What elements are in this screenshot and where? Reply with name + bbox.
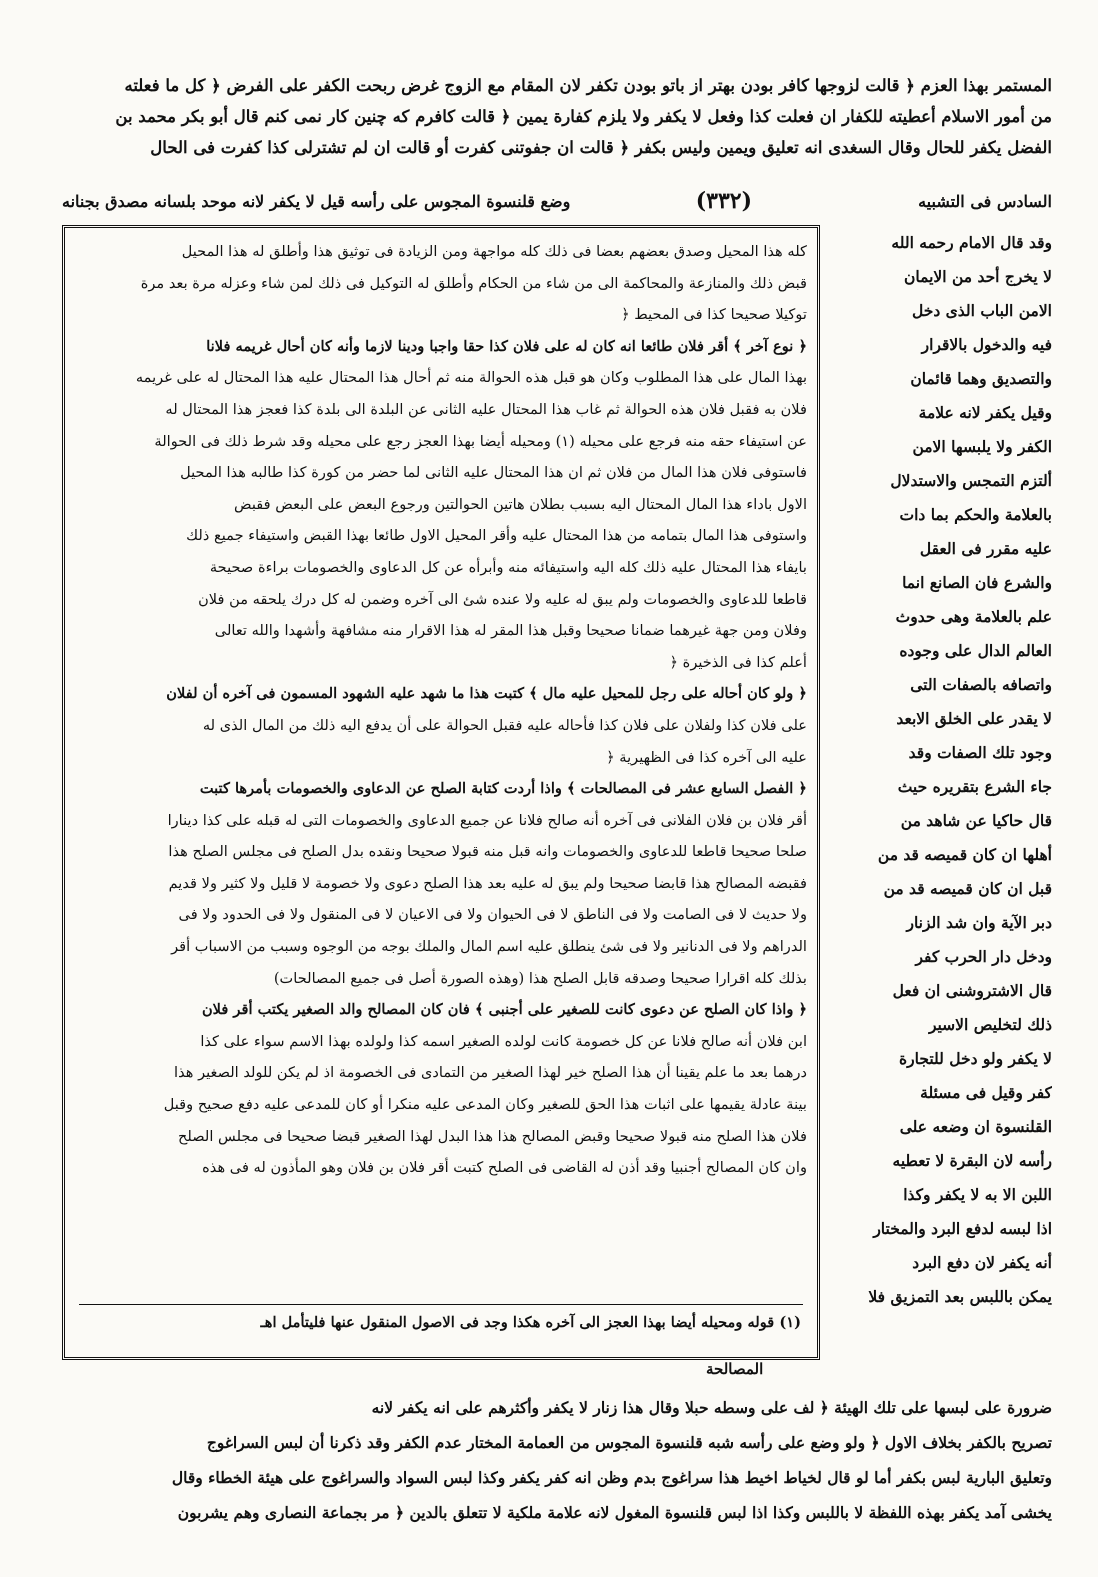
margin-line: قال حاكيا عن شاهد من — [900, 811, 1052, 830]
bottom-line: يخشى آمد يكفر بهذه اللفظة لا باللبس وكذا اذا لبس قلنسوة المغول لانه علامة ملكية لا تتعلق بالدين ﴿ مر بجماعة النصارى وهم يشربون — [177, 1503, 1052, 1522]
main-line: بايفاء هذا المحتال عليه ذلك كله اليه واستيفائه منه وأبرأه عن كل الدعاوى والخصومات براءة صحيحة — [209, 558, 807, 576]
main-line: فلان به فقبل فلان هذه الحوالة ثم غاب هذا المحتال عليه الثانى عن البلدة الى بلدة كذا فعجز هذا المحتال له — [165, 400, 807, 418]
margin-line: ودخل دار الحرب كفر — [915, 947, 1052, 966]
margin-line: والتصديق وهما قائمان — [910, 369, 1052, 388]
main-line: صلحا صحيحا قاطعا للدعاوى والخصومات وانه قبل منه قبولا صحيحا ونقده بدل الصلح فى مجلس الصلح هذا — [168, 843, 807, 861]
top-text-block — [62, 70, 1052, 163]
main-line: قاطعا للدعاوى والخصومات ولم يبق له عليه ولا عنده شئ الى آخره وضمن له كل درك يلحقه من فلان — [198, 590, 807, 608]
margin-commentary — [830, 226, 1052, 1314]
header-left-text: وضع قلنسوة المجوس على رأسه قيل لا يكفر لانه موحد بلسانه مصدق بجنانه — [62, 192, 571, 211]
bottom-line: تصريح بالكفر بخلاف الاول ﴿ ولو وضع على رأسه شبه قلنسوة المجوس من العمامة المختار عدم الكفر وقد ذكرنا أن لبس السراغوج — [206, 1433, 1052, 1452]
main-line: أعلم كذا فى الذخيرة ﴿ — [669, 653, 807, 671]
main-line: ﴿ واذا كان الصلح عن دعوى كانت للصغير على أجنبى ﴾ فان كان المصالح والد الصغير يكتب أقر فلان — [201, 1001, 807, 1019]
main-line: بذلك كله اقرارا صحيحا وصدقه قابل الصلح هذا (وهذه الصورة أصل فى جميع المصالحات) — [273, 969, 807, 987]
margin-line: أهلها ان كان قميصه قد من — [877, 845, 1052, 864]
margin-line: الامن الباب الذى دخل — [912, 301, 1052, 320]
header-right-title: السادس فى التشبيه — [918, 192, 1052, 211]
main-line: فاستوفى فلان هذا المال من فلان ثم ان هذا المحتال عليه الثانى لما حضر من كورة كذا طالبه هذا المحيل — [180, 464, 807, 482]
main-line: الدراهم ولا فى الدنانير ولا فى شئ ينطلق عليه اسم المال والملك بوجه من الوجوه وسبب من الاسباب أقر — [171, 938, 807, 956]
main-line: أقر فلان بن فلان الفلانى فى آخره أنه صالح فلانا عن جميع الدعاوى والخصومات التى له قبله على كذا دينارا — [167, 811, 807, 829]
page-number: (٣٣٢) — [695, 188, 752, 214]
main-line: قبض ذلك والمنازعة والمحاكمة الى من شاء من الحكام وأطلق له التوكيل فى ذلك لمن شاء وعزله مرة بعد مرة — [140, 274, 807, 292]
main-line: واستوفى هذا المال بتمامه من هذا المحتال عليه وأقر المحيل الاول طائعا بهذا القبض واستيفاء جميع ذلك — [186, 527, 807, 545]
margin-line: العالم الدال على وجوده — [899, 641, 1052, 660]
main-text-body — [79, 236, 807, 1184]
main-line: ﴿ نوع آخر ﴾ أقر فلان طائعا انه كان له على فلان كذا حقا واجبا ودينا لازما وأنه كان أحال غريمه فلانا — [206, 337, 807, 355]
main-line: فقبضه المصالح هذا قابضا صحيحا ولم يبق له عليه بعد هذا الصلح دعوى ولا خصومة لا قليل ولا كثير ولا قديم — [168, 874, 807, 892]
margin-line: جاء الشرع بتقريره حيث — [897, 777, 1052, 796]
margin-line: قبل ان كان قميصه قد من — [883, 879, 1052, 898]
margin-line: وقيل يكفر لانه علامة — [918, 403, 1052, 422]
margin-line: دبر الآية وان شد الزنار — [906, 913, 1052, 932]
margin-line: فيه والدخول بالاقرار — [921, 335, 1052, 354]
margin-line: كفر وقيل فى مسئلة — [920, 1083, 1052, 1102]
top-line: من أمور الاسلام أعطيته للكفار ان فعلت كذا وفعل لا يكفر ولا يلزم كفارة يمين ﴿ قالت كافرم كه چنين كار نمى كنم قال أبو بكر محمد بن — [115, 107, 1052, 126]
margin-line: القلنسوة ان وضعه على — [899, 1117, 1052, 1136]
main-line: بينة عادلة يقيمها على اثبات هذا الحق للصغير وكان المدعى عليه منكرا أو كان للمدعى عليه دفع صحيح وقبل — [163, 1096, 807, 1114]
margin-line: بالعلامة والحكم بما دات — [899, 505, 1052, 524]
main-line: ابن فلان أنه صالح فلانا عن كل خصومة كانت لولده الصغير اسمه كذا ولولده بهذا الاسم سواء على كذا — [200, 1032, 807, 1050]
margin-line: والشرع فان الصانع انما — [902, 573, 1052, 592]
main-line: بهذا المال على هذا المطلوب وكان هو قبل هذه الحوالة منه ثم أحال هذا المحتال عليه هذا المحتال له على غريمه — [135, 369, 807, 387]
margin-line: رأسه لان البقرة لا تعطيه — [892, 1151, 1052, 1170]
margin-line: لا يقدر على الخلق الابعد — [896, 709, 1052, 728]
main-line: توكيلا صحيحا كذا فى المحيط ﴿ — [621, 306, 807, 324]
bottom-line: ضرورة على لبسها على تلك الهيئة ﴿ لف على وسطه حبلا وقال هذا زنار لا يكفر وأكثرهم على انه يكفر لانه — [371, 1398, 1052, 1417]
footnote: (١) قوله ومحيله أيضا بهذا العجز الى آخره هكذا وجد فى الاصول المنقول عنها فليتأمل اهـ — [260, 1314, 801, 1331]
main-line: ولا حديث لا فى الصامت ولا فى الناطق لا فى الحيوان ولا فى الاعيان لا فى المنقول ولا فى الحدود ولا فى — [178, 906, 807, 924]
top-line: الفضل يكفر للحال وقال السغدى انه تعليق ويمين وليس بكفر ﴿ قالت ان جفوتنى كفرت أو قالت ان لم تشترلى كذا كفرت فى الحال — [150, 138, 1052, 157]
main-line: درهما بعد ما علم يقينا أن هذا الصلح خير لهذا الصغير من التمادى فى الخصومة اذ لم يكن للولد الصغير هذا — [174, 1064, 807, 1082]
main-line: ﴿ الفصل السابع عشر فى المصالحات ﴾ واذا أردت كتابة الصلح عن الدعاوى والخصومات بأمرها كتبت — [199, 780, 807, 798]
margin-line: وجود تلك الصفات وقد — [908, 743, 1052, 762]
margin-line: أنه يكفر لان دفع البرد — [912, 1253, 1052, 1272]
margin-line: واتصافه بالصفات التى — [910, 675, 1052, 694]
margin-line: قال الاشتروشنى ان فعل — [892, 981, 1052, 1000]
margin-line: ألتزم التمجس والاستدلال — [890, 471, 1052, 490]
margin-line: ذلك لتخليص الاسير — [928, 1015, 1052, 1034]
bottom-text-block — [62, 1390, 1052, 1530]
margin-line: علم بالعلامة وهى حدوث — [895, 607, 1052, 626]
main-line: كله هذا المحيل وصدق بعضهم بعضا فى ذلك كله مواجهة ومن الزيادة فى توثيق هذا وأطلق له هذا المحيل — [181, 243, 807, 260]
bottom-line: وتعليق البارية لبس بكفر أما لو قال لخياط اخيط هذا سراغوج بدم وظن انه كفر يكفر وكذا لبس السواد والسراغوج على هيئة الخطاء وقال — [171, 1468, 1052, 1487]
margin-line: اللبن الا به لا يكفر وكذا — [903, 1185, 1052, 1204]
running-header — [62, 188, 1052, 222]
margin-line: لا يخرج أحد من الايمان — [904, 267, 1052, 286]
main-line: الاول باداء هذا المال المحتال اليه بسبب بطلان هاتين الحوالتين ورجوع البعض على البعض فقبض — [233, 495, 807, 513]
margin-line: وقد قال الامام رحمه الله — [891, 233, 1052, 252]
main-line: ﴿ ولو كان أحاله على رجل للمحيل عليه مال ﴾ كتبت هذا ما شهد عليه الشهود المسمون فى آخره أن لفلان — [166, 685, 807, 703]
footnote-divider — [79, 1304, 803, 1305]
main-line: على فلان كذا ولفلان على فلان كذا فأحاله عليه فقبل الحوالة على أن يدفع اليه ذلك من المال الذى له — [202, 716, 807, 734]
main-line: عليه الى آخره كذا فى الظهيرية ﴿ — [606, 748, 807, 766]
margin-line: عليه مقرر فى العقل — [919, 539, 1052, 558]
margin-line: الكفر ولا يلبسها الامن — [912, 437, 1052, 456]
main-text-frame — [62, 225, 820, 1360]
main-line: وان كان المصالح أجنبيا وقد أذن له القاضى فى الصلح كتبت أقر فلان بن فلان وهو المأذون له فى هذه — [202, 1159, 807, 1177]
main-line: عن استيفاء حقه منه فرجع على محيله (١) ومحيله أيضا بهذا العجز رجع على محيله وقد شرط ذلك فى الحوالة — [154, 432, 807, 450]
margin-line: لا يكفر ولو دخل للتجارة — [899, 1049, 1052, 1068]
main-line: وفلان ومن جهة غيرهما ضمانا صحيحا وقبل هذا المقر له هذا الاقرار منه مشافهة وأشهدا والله تعالى — [214, 622, 807, 640]
margin-line: اذا لبسه لدفع البرد والمختار — [873, 1219, 1052, 1238]
top-line: المستمر بهذا العزم ﴿ قالت لزوجها كافر بودن بهتر از باتو بودن تكفر لان المقام مع الزوج غرض ربحت الكفر على الفرض ﴿ كل ما فعلته — [124, 76, 1052, 95]
main-line: فلان هذا الصلح منه قبولا صحيحا وقبض المصالح هذا هذا البدل لهذا الصغير قبضا صحيحا فى مجلس الصلح — [178, 1127, 807, 1145]
catchword: المصالحة — [706, 1360, 764, 1378]
margin-line: يمكن باللبس بعد التمزيق فلا — [868, 1287, 1052, 1306]
